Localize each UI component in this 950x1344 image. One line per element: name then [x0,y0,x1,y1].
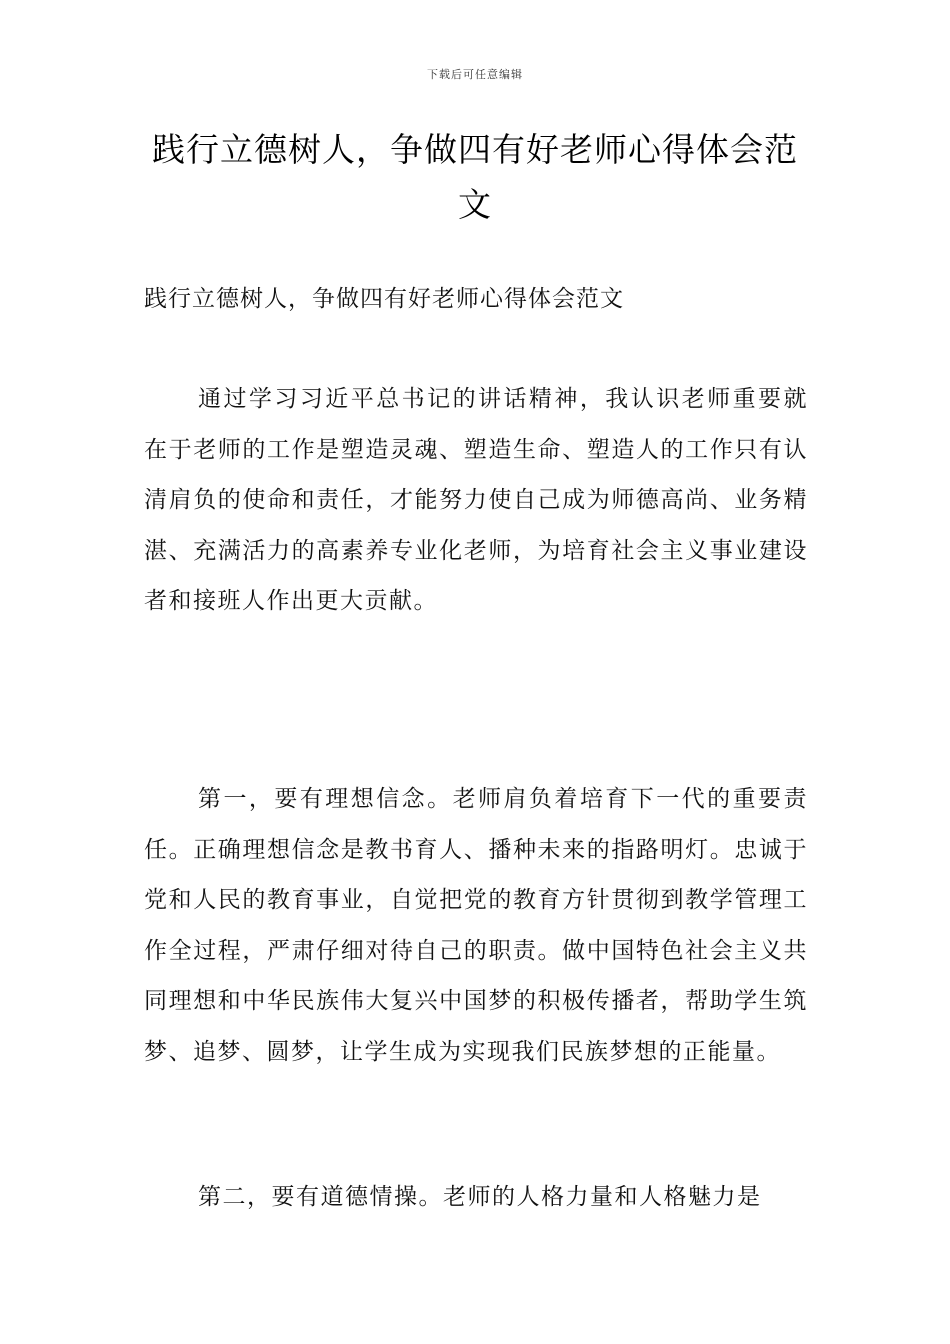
header-note: 下载后可任意编辑 [427,68,523,81]
paragraph-first-point: 第一，要有理想信念。老师肩负着培育下一代的重要责任。正确理想信念是教书育人、播种未来的指路明灯。忠诚于党和人民的教育事业，自觉把党的教育方针贯彻到教学管理工作全过程，严肃仔细对待自己的职责。做中国特色社会主义共同理想和中华民族伟大复兴中国梦的积极传播者，帮助学生筑梦、追梦、圆梦，让学生成为实现我们民族梦想的正能量。 [144,786,808,1065]
document-subtitle: 践行立德树人，争做四有好老师心得体会范文 [144,286,624,312]
document-title: 践行立德树人，争做四有好老师心得体会范文 [152,130,798,224]
paragraph-second-point: 第二，要有道德情操。老师的人格力量和人格魅力是 [198,1184,762,1210]
paragraph-intro: 通过学习习近平总书记的讲话精神，我认识老师重要就在于老师的工作是塑造灵魂、塑造生命、塑造人的工作只有认清肩负的使命和责任，才能努力使自己成为师德高尚、业务精湛、充满活力的高素养专业化老师，为培育社会主义事业建设者和接班人作出更大贡献。 [144,386,808,614]
